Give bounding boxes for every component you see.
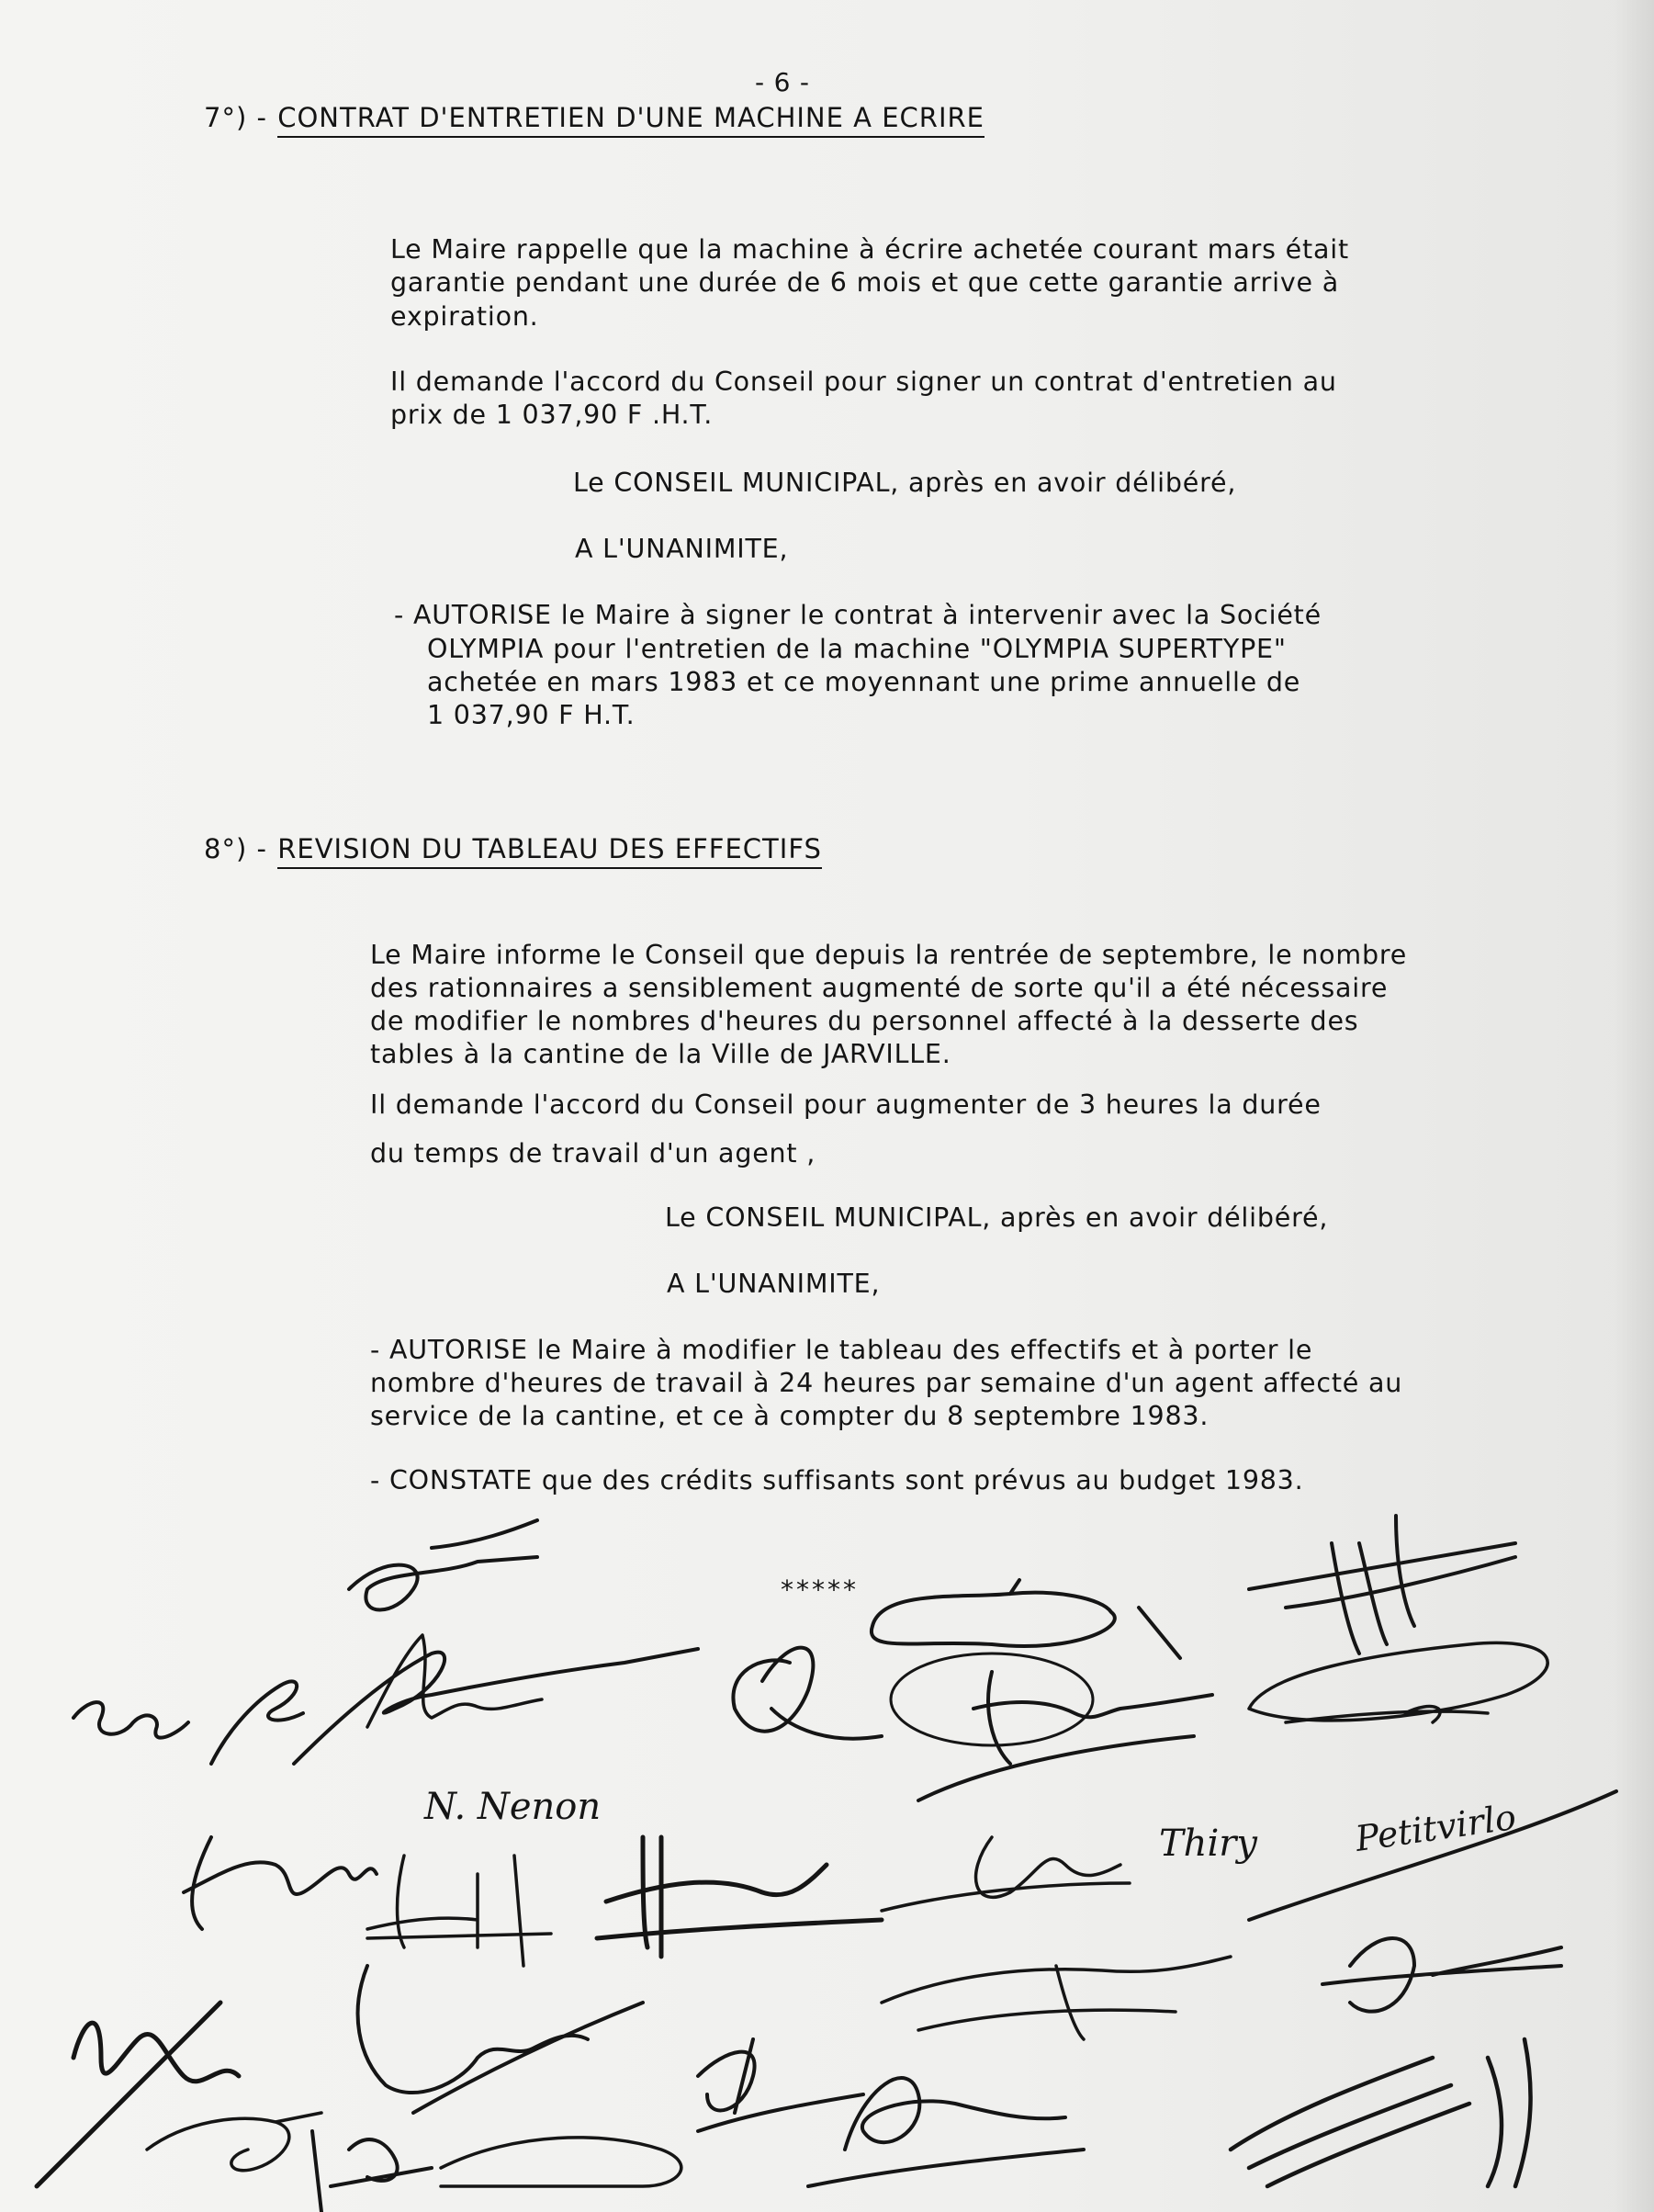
s7-decision-line1: - AUTORISE le Maire à signer le contrat à intervenir avec la Société (394, 600, 1322, 630)
signature-5 (367, 1635, 542, 1727)
section-8-title: REVISION DU TABLEAU DES EFFECTIFS (277, 832, 822, 869)
s8-p1-line1: Le Maire informe le Conseil que depuis la rentrée de septembre, le nombre (370, 940, 1408, 970)
s7-decision-line4: 1 037,90 F H.T. (427, 700, 636, 730)
signature-7 (872, 1580, 1180, 1658)
separator-stars: ***** (781, 1574, 859, 1605)
signature-18 (882, 1957, 1231, 2039)
page-number: - 6 - (755, 67, 810, 97)
signature-13 (184, 1837, 377, 1929)
s7-p1-line1: Le Maire rappelle que la machine à écrire achetée courant mars était (390, 234, 1349, 265)
signature-20 (37, 2003, 239, 2186)
s8-decision2-line1: - CONSTATE que des crédits suffisants sont prévus au budget 1983. (370, 1465, 1304, 1495)
s8-p2-line2: du temps de travail d'un agent , (370, 1138, 816, 1168)
section-7-title: CONTRAT D'ENTRETIEN D'UNE MACHINE A ECRIRE (277, 101, 985, 138)
s7-unanimity-line: A L'UNANIMITE, (575, 534, 789, 564)
section-7-number: 7°) - (204, 102, 267, 133)
s8-p1-line4: tables à la cantine de la Ville de JARVILLE. (370, 1039, 951, 1069)
section-7-heading (204, 101, 985, 138)
signature-23 (441, 2138, 681, 2186)
signature-16 (882, 1837, 1130, 1911)
s7-p2-line2: prix de 1 037,90 F .H.T. (390, 400, 714, 430)
s8-decision1-line3: service de la cantine, et ce à compter du 8 septembre 1983. (370, 1401, 1210, 1431)
s8-p1-line3: de modifier le nombres d'heures du personnel affecté à la desserte des (370, 1006, 1359, 1036)
s7-council-line: Le CONSEIL MUNICIPAL, après en avoir délibéré, (573, 468, 1237, 498)
signature-22 (312, 2131, 432, 2212)
signature-8 (1249, 1516, 1515, 1653)
handwritten-name-nenon: N. Nenon (424, 1786, 602, 1828)
signature-17 (1322, 1938, 1561, 2012)
section-8-number: 8°) - (204, 833, 267, 864)
signature-14 (367, 1856, 551, 1966)
s8-decision1-line1: - AUTORISE le Maire à modifier le tableau des effectifs et à porter le (370, 1335, 1313, 1365)
handwritten-name-petitvirlo: Petitvirlo (1353, 1796, 1519, 1859)
signature-1 (73, 1702, 188, 1738)
s8-unanimity-line: A L'UNANIMITE, (667, 1269, 881, 1299)
signature-19 (358, 1966, 643, 2113)
signature-2 (211, 1681, 303, 1764)
signature-15 (597, 1837, 882, 1957)
s8-p2-line1: Il demande l'accord du Conseil pour augmenter de 3 heures la durée (370, 1089, 1322, 1120)
signature-21 (147, 2113, 321, 2171)
section-8-heading (204, 832, 822, 869)
signature-4 (294, 1649, 698, 1764)
s8-decision1-line2: nombre d'heures de travail à 24 heures par semaine d'un agent affecté au (370, 1368, 1403, 1398)
s7-p1-line3: expiration. (390, 301, 539, 332)
s8-p1-line2: des rationnaires a sensiblement augmenté de sorte qu'il a été nécessaire (370, 973, 1389, 1003)
s7-p1-line2: garantie pendant une durée de 6 mois et que cette garantie arrive à (390, 267, 1340, 298)
signature-25 (808, 2078, 1084, 2186)
handwritten-name-thiry: Thiry (1159, 1823, 1257, 1865)
s7-p2-line1: Il demande l'accord du Conseil pour signer un contrat d'entretien au (390, 367, 1337, 397)
s7-decision-line3: achetée en mars 1983 et ce moyennant une prime annuelle de (427, 667, 1301, 697)
signature-24 (698, 2039, 863, 2131)
signature-6 (733, 1648, 882, 1739)
signature-3 (349, 1520, 537, 1610)
signatures-block (0, 1488, 1654, 2212)
s8-council-line: Le CONSEIL MUNICIPAL, après en avoir délibéré, (665, 1202, 1329, 1233)
signature-9 (918, 1672, 1212, 1800)
signature-26 (1231, 2039, 1531, 2186)
s7-decision-line2: OLYMPIA pour l'entretien de la machine "OLYMPIA SUPERTYPE" (427, 634, 1287, 664)
signature-11 (1249, 1642, 1547, 1722)
